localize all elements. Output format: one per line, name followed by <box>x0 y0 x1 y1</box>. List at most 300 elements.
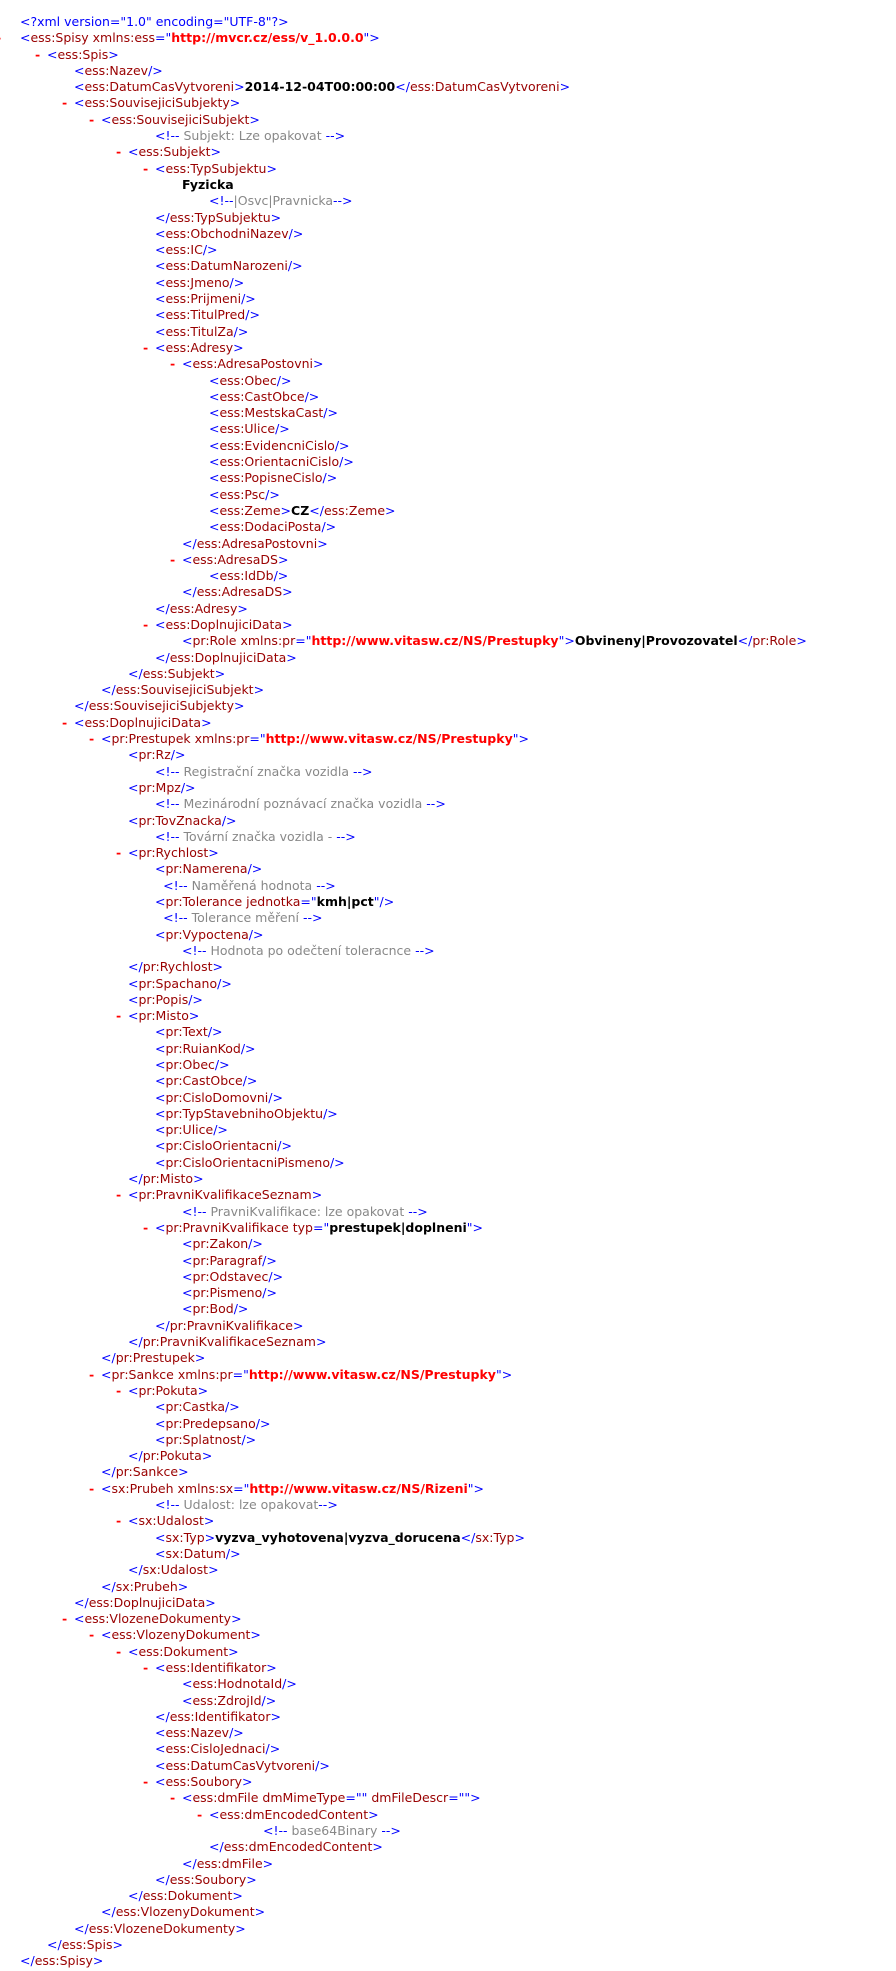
markup-bracket: /> <box>229 274 245 290</box>
xml-code <box>182 1269 283 1285</box>
tag-name: ess:VlozeneDokumenty <box>88 1920 236 1936</box>
text-value: prestupek|doplneni <box>329 1219 467 1235</box>
xml-line <box>0 373 896 389</box>
collapse-toggle[interactable]: - <box>116 1382 122 1398</box>
markup-bracket: > <box>208 1562 219 1578</box>
xml-line <box>0 715 896 731</box>
markup-bracket: < <box>182 1285 193 1301</box>
markup-bracket: /> <box>261 1692 277 1708</box>
tag-name: ess:Dokument <box>142 1888 233 1904</box>
markup-bracket: > <box>229 95 241 111</box>
markup-bracket: /> <box>323 1105 338 1121</box>
xml-line <box>0 1530 896 1546</box>
markup-bracket: /> <box>225 1545 241 1561</box>
tag-name: ess:AdresaDS <box>196 584 283 600</box>
xml-code <box>74 1611 242 1627</box>
xml-line <box>0 861 896 877</box>
collapse-toggle[interactable]: - <box>143 616 149 632</box>
tag-name: pr:Sankce <box>115 1464 179 1480</box>
tag-name: ess:DoplnujiciData <box>84 714 202 730</box>
markup-bracket: > <box>112 1937 123 1953</box>
collapse-toggle[interactable]: - <box>89 731 95 747</box>
tag-name: ess:Subjekt <box>142 665 215 681</box>
xml-code <box>128 144 221 160</box>
tag-name: sx:Prubeh <box>115 1578 178 1594</box>
xml-line <box>0 552 896 568</box>
markup-bracket: < <box>128 1008 139 1024</box>
tag-name: pr:TovZnacka <box>138 812 222 828</box>
markup-bracket: < <box>209 405 220 421</box>
markup-bracket: <!-- <box>163 877 188 893</box>
markup-bracket: > <box>246 1871 257 1887</box>
xml-line <box>0 910 896 926</box>
markup-bracket: > <box>262 1855 274 1871</box>
xml-line <box>0 1399 896 1415</box>
collapse-toggle[interactable] <box>0 30 1 46</box>
xml-line <box>0 568 896 584</box>
markup-bracket: < <box>209 454 220 470</box>
xml-code <box>155 1432 256 1448</box>
tag-name: ess:Adresy <box>165 339 234 355</box>
markup-bracket: /> <box>329 1154 345 1170</box>
xml-line <box>0 1774 896 1790</box>
xml-code <box>128 1644 239 1660</box>
markup-bracket: > <box>385 502 396 518</box>
xml-code <box>155 1709 281 1725</box>
xml-line <box>0 1138 896 1154</box>
tag-name: pr:Popis <box>138 991 189 1007</box>
collapse-toggle[interactable]: - <box>35 46 41 62</box>
xml-line <box>0 1318 896 1334</box>
xml-code <box>155 1090 283 1106</box>
markup-bracket: < <box>128 845 139 861</box>
xml-line <box>0 1253 896 1269</box>
xml-line <box>0 1579 896 1595</box>
xml-line <box>0 307 896 323</box>
markup-bracket: < <box>182 1252 193 1268</box>
markup-bracket: < <box>209 437 220 453</box>
collapse-toggle[interactable]: - <box>89 1627 95 1643</box>
markup-bracket: < <box>182 1676 193 1692</box>
attribute-value: http://mvcr.cz/ess/v_1.0.0.0 <box>171 30 364 46</box>
xml-code <box>182 536 328 552</box>
markup-bracket: /> <box>240 1040 256 1056</box>
markup-bracket: < <box>47 46 58 62</box>
markup-bracket: > <box>559 79 571 95</box>
markup-bracket: /> <box>233 323 249 339</box>
markup-bracket: < <box>155 1659 166 1675</box>
collapse-toggle[interactable]: - <box>116 1513 122 1529</box>
xml-line <box>0 601 896 617</box>
markup-bracket: < <box>74 714 85 730</box>
xml-code <box>128 1171 204 1187</box>
tag-name: ess:SouvisejiciSubjekt <box>115 682 254 698</box>
xml-code <box>128 666 225 682</box>
tag-name: sx:Datum <box>165 1545 226 1561</box>
xml-line <box>0 1807 896 1823</box>
markup-bracket: "> <box>466 1219 483 1235</box>
markup-bracket: < <box>20 30 31 46</box>
markup-bracket: < <box>101 1627 112 1643</box>
tag-name: ess:Obec <box>219 372 277 388</box>
markup-bracket: < <box>155 291 166 307</box>
tag-name: ess:DoplnujiciData <box>165 616 283 632</box>
xml-code <box>155 1758 330 1774</box>
tag-name: pr:Vypoctena <box>165 926 249 942</box>
markup-bracket: < <box>182 1236 193 1252</box>
xml-code <box>128 976 232 992</box>
markup-bracket: > <box>214 665 226 681</box>
markup-bracket: > <box>280 502 292 518</box>
tag-name: ess:IdDb <box>219 568 274 584</box>
xml-code <box>209 405 338 421</box>
tag-name: ess:Jmeno <box>165 274 230 290</box>
markup-bracket: < <box>155 1105 166 1121</box>
xml-code <box>155 1106 338 1122</box>
markup-bracket: > <box>108 46 119 62</box>
markup-bracket: </ <box>182 584 197 600</box>
collapse-toggle[interactable]: - <box>116 1008 122 1024</box>
tag-name: pr:Pismeno <box>192 1285 263 1301</box>
text-value: Fyzicka <box>182 176 234 192</box>
xml-code <box>101 731 529 747</box>
xml-code <box>155 1220 483 1236</box>
markup-bracket: /> <box>315 1757 330 1773</box>
xml-code <box>101 682 264 698</box>
markup-bracket: < <box>209 388 220 404</box>
markup-bracket: </ <box>101 1350 116 1366</box>
markup-bracket: < <box>155 926 166 942</box>
tag-name: ess:Soubory <box>169 1871 247 1887</box>
markup-bracket: > <box>254 1904 266 1920</box>
xml-code <box>128 1334 326 1350</box>
markup-bracket: --> <box>302 910 323 926</box>
xml-line <box>0 633 896 649</box>
xml-code <box>155 340 244 356</box>
xml-code <box>74 1921 246 1937</box>
xml-line <box>0 14 896 30</box>
collapse-toggle[interactable]: - <box>143 1219 149 1235</box>
collapse-toggle[interactable]: - <box>170 1790 176 1806</box>
tag-name: pr:Bod <box>192 1301 234 1317</box>
markup-bracket: > <box>270 1708 281 1724</box>
collapse-toggle[interactable]: - <box>197 1806 203 1822</box>
markup-bracket: < <box>155 1024 166 1040</box>
markup-bracket: < <box>155 1757 166 1773</box>
markup-bracket: /> <box>276 372 292 388</box>
tag-name: pr:PravniKvalifikaceSeznam <box>138 1187 312 1203</box>
markup-bracket: </ <box>395 79 410 95</box>
collapse-toggle[interactable]: - <box>143 160 149 176</box>
markup-bracket: < <box>182 1301 193 1317</box>
collapse-toggle[interactable]: - <box>89 1480 95 1496</box>
xml-line <box>0 226 896 242</box>
xml-line <box>0 1236 896 1252</box>
tag-name: ess:TypSubjektu <box>165 160 267 176</box>
collapse-toggle[interactable]: - <box>170 356 176 372</box>
comment-text: Subjekt: Lze opakovat <box>179 128 326 144</box>
xml-line <box>0 927 896 943</box>
tag-name: ess:CisloJednaci <box>165 1741 266 1757</box>
tag-name: ess:Zeme <box>323 502 386 518</box>
tag-name: pr:Prestupek <box>115 1350 195 1366</box>
tag-name: sx:Udalost <box>138 1513 204 1529</box>
markup-bracket: </ <box>47 1937 62 1953</box>
tag-name: pr:Pokuta <box>142 1448 202 1464</box>
tag-name: ess:CastObce <box>219 388 305 404</box>
xml-line <box>0 1334 896 1350</box>
tag-name: ess:Psc <box>219 486 266 502</box>
xml-code <box>182 1236 263 1252</box>
markup-bracket: --> <box>352 763 373 779</box>
markup-bracket: < <box>128 1513 139 1529</box>
comment-text: Naměřená hodnota <box>187 877 317 893</box>
collapse-toggle[interactable]: - <box>62 95 68 111</box>
markup-bracket: > <box>282 584 293 600</box>
tag-name: ess:SouvisejiciSubjekty <box>88 698 234 714</box>
xml-line <box>0 1204 896 1220</box>
xml-code <box>155 1138 292 1154</box>
xml-code <box>155 291 256 307</box>
xml-code <box>155 894 394 910</box>
text-value: Obvineny|Provozovatel <box>574 633 738 649</box>
markup-bracket: <!-- <box>155 763 180 779</box>
markup-bracket: /> <box>262 1252 277 1268</box>
tag-name: pr:PravniKvalifikace <box>169 1317 293 1333</box>
xml-line <box>0 487 896 503</box>
xml-line <box>0 1758 896 1774</box>
xml-line <box>0 1432 896 1448</box>
xml-line <box>0 747 896 763</box>
markup-bracket: < <box>74 79 85 95</box>
markup-bracket: <!-- <box>155 828 180 844</box>
markup-bracket: --> <box>325 128 346 144</box>
markup-bracket: < <box>128 991 139 1007</box>
collapse-toggle[interactable]: - <box>143 339 149 355</box>
xml-code <box>209 470 337 486</box>
tag-name: ess:VlozenyDokument <box>111 1627 251 1643</box>
tag-name: ess:AdresaPostovni <box>192 356 313 372</box>
collapse-toggle[interactable]: - <box>170 551 176 567</box>
collapse-toggle[interactable]: - <box>116 144 122 160</box>
xml-line <box>0 992 896 1008</box>
markup-bracket: /> <box>247 861 263 877</box>
xml-line <box>0 1888 896 1904</box>
markup-bracket: <?xml version="1.0" encoding="UTF-8"?> <box>20 14 289 29</box>
xml-code <box>155 1497 338 1513</box>
xml-code <box>20 1953 103 1969</box>
markup-bracket: > <box>266 1659 277 1675</box>
markup-bracket: > <box>177 1578 189 1594</box>
markup-bracket: > <box>250 1627 261 1643</box>
xml-code <box>128 845 219 861</box>
markup-bracket: < <box>155 307 166 323</box>
collapse-toggle[interactable]: - <box>89 111 95 127</box>
collapse-toggle[interactable]: - <box>143 1774 149 1790</box>
tag-name: pr:Sankce xmlns:pr <box>111 1366 233 1382</box>
xml-line <box>0 1872 896 1888</box>
tag-name: pr:Rz <box>138 747 171 763</box>
tag-name: ess:Identifikator <box>165 1659 267 1675</box>
comment-text: |Osvc|Pravnicka <box>233 193 334 209</box>
markup-bracket: --> <box>333 193 353 209</box>
tag-name: pr:Rychlost <box>142 959 213 975</box>
xml-code <box>128 1513 214 1529</box>
comment-text: Hodnota po odečtení toleracnce <box>206 942 416 958</box>
markup-bracket: < <box>182 551 193 567</box>
markup-bracket: < <box>209 1806 220 1822</box>
markup-bracket: /> <box>288 225 304 241</box>
markup-bracket: < <box>155 160 166 176</box>
xml-code <box>155 161 277 177</box>
markup-bracket: < <box>155 1399 166 1415</box>
tag-name: ess:ObchodniNazev <box>165 225 289 241</box>
markup-bracket: <!-- <box>155 128 180 144</box>
xml-line <box>0 878 896 894</box>
xml-line <box>0 1367 896 1383</box>
xml-line <box>0 405 896 421</box>
markup-bracket: /> <box>241 1431 257 1447</box>
tag-name: ess:Adresy <box>169 600 238 616</box>
tag-name: pr:Pokuta <box>138 1382 198 1398</box>
markup-bracket: > <box>368 1806 379 1822</box>
markup-bracket: =" <box>155 30 172 46</box>
markup-bracket: < <box>155 339 166 355</box>
markup-bracket: /> <box>248 1236 263 1252</box>
markup-bracket: > <box>270 209 282 225</box>
markup-bracket: > <box>203 1513 215 1529</box>
xml-line <box>0 584 896 600</box>
xml-line <box>0 291 896 307</box>
markup-bracket: < <box>155 1057 166 1072</box>
xml-code <box>155 210 281 226</box>
collapse-toggle[interactable]: - <box>116 1187 122 1203</box>
tag-name: pr:PravniKvalifikaceSeznam <box>142 1334 316 1350</box>
xml-code <box>163 878 336 894</box>
markup-bracket: </ <box>101 682 116 698</box>
markup-bracket: "> <box>558 633 575 649</box>
tag-name: ess:DatumCasVytvoreni <box>409 79 560 95</box>
markup-bracket: < <box>209 470 220 486</box>
tag-name: pr:CisloOrientacni <box>165 1138 278 1154</box>
xml-code <box>74 79 570 95</box>
markup-bracket: < <box>128 1382 139 1398</box>
markup-bracket: < <box>155 274 166 290</box>
markup-bracket: > <box>317 535 328 551</box>
xml-line <box>0 242 896 258</box>
collapse-toggle[interactable]: - <box>116 845 122 861</box>
markup-bracket: < <box>101 1480 112 1496</box>
tag-name: ess:Prijmeni <box>165 291 242 307</box>
markup-bracket: <!-- <box>182 942 207 958</box>
xml-line <box>0 1285 896 1301</box>
xml-code <box>155 1725 244 1741</box>
markup-bracket: < <box>155 1529 166 1545</box>
xml-code <box>182 1253 277 1269</box>
xml-code <box>155 1057 230 1073</box>
tag-name: ess:PopisneCislo <box>219 470 323 486</box>
markup-bracket: /> <box>277 1138 292 1154</box>
xml-line <box>0 128 896 144</box>
markup-bracket: </ <box>128 1562 143 1578</box>
xml-line <box>0 1497 896 1513</box>
markup-bracket: </ <box>182 1855 197 1871</box>
markup-bracket: --> <box>408 1203 428 1219</box>
xml-line <box>0 258 896 274</box>
xml-line <box>0 275 896 291</box>
xml-line <box>0 1073 896 1089</box>
tag-name: ess:OrientacniCislo <box>219 454 340 470</box>
collapse-toggle[interactable]: - <box>116 1643 122 1659</box>
xml-code <box>128 1562 219 1578</box>
markup-bracket: < <box>182 1790 193 1806</box>
xml-code <box>182 633 807 649</box>
markup-bracket: <!-- <box>155 1497 180 1513</box>
xml-code <box>182 1790 481 1806</box>
xml-code <box>182 1676 297 1692</box>
markup-bracket: > <box>197 1382 209 1398</box>
xml-code <box>155 601 248 617</box>
xml-line <box>0 1008 896 1024</box>
markup-bracket: < <box>155 894 166 910</box>
xml-code <box>209 503 396 519</box>
xml-line <box>0 1155 896 1171</box>
markup-bracket: < <box>209 486 220 502</box>
markup-bracket: /> <box>233 1301 249 1317</box>
markup-bracket: /> <box>241 291 256 307</box>
collapse-toggle[interactable]: - <box>62 1611 68 1627</box>
markup-bracket: > <box>193 1171 204 1187</box>
markup-bracket: > <box>194 1350 206 1366</box>
xml-code <box>128 1383 208 1399</box>
collapse-toggle[interactable]: - <box>89 1366 95 1382</box>
xml-code <box>155 796 446 812</box>
xml-line <box>0 519 896 535</box>
xml-line <box>0 1350 896 1366</box>
markup-bracket: > <box>178 1464 189 1480</box>
markup-bracket: < <box>128 1643 139 1659</box>
markup-bracket: </ <box>460 1529 476 1545</box>
collapse-toggle[interactable]: - <box>143 1659 149 1675</box>
xml-line <box>0 1448 896 1464</box>
tag-name: ess:DodaciPosta <box>219 519 322 535</box>
xml-code <box>155 307 260 323</box>
tag-name: pr:RuianKod <box>165 1040 241 1056</box>
markup-bracket: /> <box>207 1024 223 1040</box>
xml-line <box>0 1041 896 1057</box>
tag-name: pr:Zakon <box>192 1236 249 1252</box>
markup-bracket: > <box>204 1529 216 1545</box>
attribute-value: http://www.vitasw.cz/NS/Rizeni <box>249 1480 468 1496</box>
markup-bracket: < <box>182 1692 193 1708</box>
markup-bracket: < <box>209 519 220 535</box>
xml-code <box>128 1888 243 1904</box>
xml-code <box>101 1627 261 1643</box>
xml-line <box>0 1481 896 1497</box>
markup-bracket: /> <box>275 421 290 437</box>
markup-bracket: /> <box>180 779 196 795</box>
markup-bracket: < <box>155 1154 166 1170</box>
comment-text: Tovární značka vozidla - <box>179 828 337 844</box>
xml-line <box>0 1106 896 1122</box>
tag-name: ess:TitulPred <box>165 307 246 323</box>
collapse-toggle[interactable]: - <box>62 714 68 730</box>
xml-line <box>0 1269 896 1285</box>
xml-line <box>0 536 896 552</box>
markup-bracket: < <box>155 1741 166 1757</box>
xml-code <box>128 1008 199 1024</box>
xml-code <box>155 1024 223 1040</box>
